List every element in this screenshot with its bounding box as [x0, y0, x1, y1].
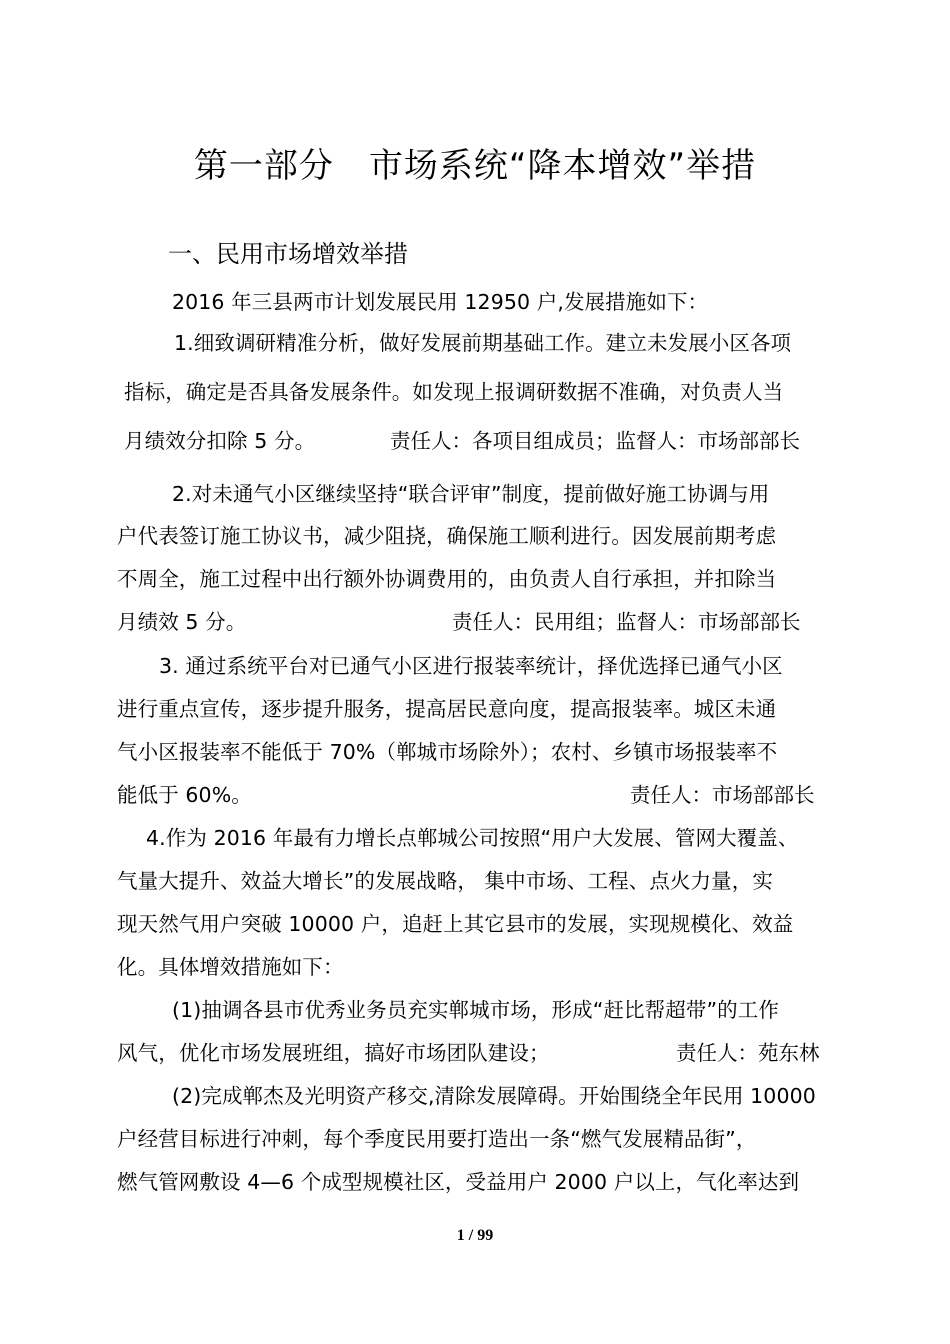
item2-line3: 不周全，施工过程中出行额外协调费用的，由负责人自行承担，并扣除当 [117, 567, 777, 591]
item3-responsible: 责任人：市场部部长 [630, 783, 815, 807]
subitem2-line2: 户经营目标进行冲刺，每个季度民用要打造出一条“燃气发展精品街”， [117, 1127, 757, 1151]
item4-line4: 化。具体增效措施如下： [117, 955, 344, 979]
item3-line4: 能低于 60%。 [117, 783, 252, 807]
subitem1-line2: 风气，优化市场发展班组，搞好市场团队建设； [117, 1041, 550, 1065]
item1-line1: 1.细致调研精准分析，做好发展前期基础工作。建立未发展小区各项 [174, 331, 792, 355]
subitem1-line1: (1)抽调各县市优秀业务员充实郸城市场，形成“赶比帮超带”的工作 [172, 998, 779, 1022]
item4-line3: 现天然气用户突破 10000 户，追赶上其它县市的发展，实现规模化、效益 [117, 912, 794, 936]
subitem1-responsible: 责任人：苑东林 [676, 1041, 820, 1065]
subitem2-line1: (2)完成郸杰及光明资产移交,清除发展障碍。开始围绕全年民用 10000 [172, 1084, 816, 1108]
item1-responsible: 责任人：各项目组成员；监督人：市场部部长 [390, 429, 800, 453]
item3-line1: 3. 通过系统平台对已通气小区进行报装率统计，择优选择已通气小区 [159, 654, 783, 678]
item1-line3: 月绩效分扣除 5 分。 [124, 429, 316, 453]
item1-line2: 指标，确定是否具备发展条件。如发现上报调研数据不准确，对负责人当 [124, 380, 784, 404]
page-number: 1 / 99 [456, 1227, 494, 1244]
item3-line3: 气小区报装率不能低于 70%（郸城市场除外）；农村、乡镇市场报装率不 [117, 740, 778, 764]
item3-line2: 进行重点宣传，逐步提升服务，提高居民意向度，提高报装率。城区未通 [117, 697, 777, 721]
item2-line2: 户代表签订施工协议书，减少阻挠，确保施工顺利进行。因发展前期考虑 [117, 524, 777, 548]
document-title: 第一部分 市场系统“降本增效”举措 [193, 146, 757, 186]
item4-line2: 气量大提升、效益大增长”的发展战略， 集中市场、工程、点火力量，实 [117, 869, 773, 893]
item2-line1: 2.对未通气小区继续坚持“联合评审”制度，提前做好施工协调与用 [172, 482, 770, 506]
item2-responsible: 责任人：民用组；监督人：市场部部长 [452, 610, 801, 634]
item2-line4: 月绩效 5 分。 [117, 610, 247, 634]
section-heading: 一、民用市场增效举措 [168, 240, 408, 268]
item4-line1: 4.作为 2016 年最有力增长点郸城公司按照“用户大发展、管网大覆盖、 [146, 826, 799, 850]
intro-text: 2016 年三县两市计划发展民用 12950 户,发展措施如下： [172, 290, 709, 314]
subitem2-line3: 燃气管网敷设 4—6 个成型规模社区，受益用户 2000 户以上，气化率达到 [117, 1170, 800, 1194]
